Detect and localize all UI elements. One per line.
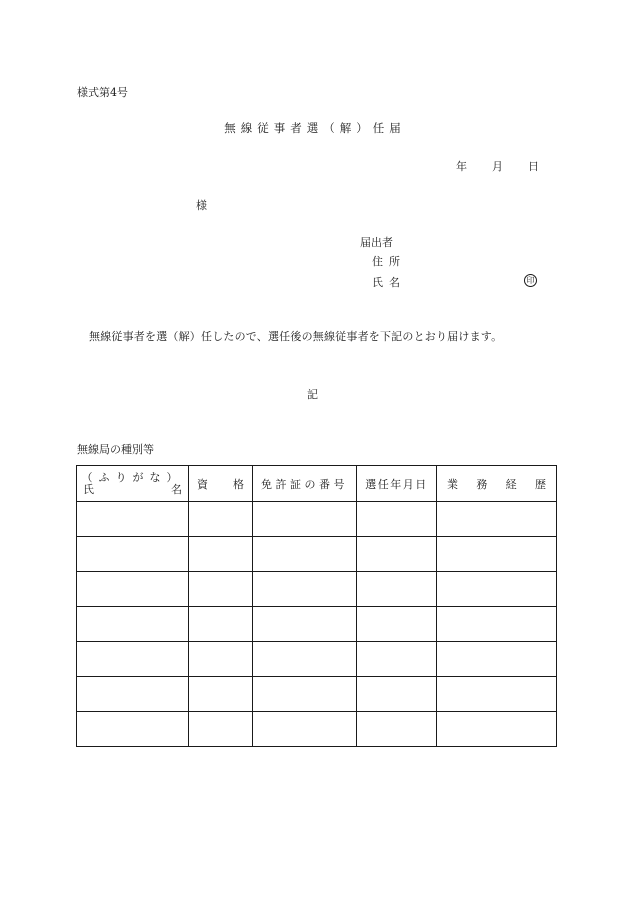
cell-name (77, 572, 189, 607)
date-line (456, 161, 540, 175)
header-qual-right: 格 (233, 477, 244, 491)
header-career-char: 業 (447, 477, 458, 491)
cell-license-number (253, 677, 357, 712)
table-row (77, 712, 557, 747)
header-furigana: （ふりがな） (81, 471, 184, 484)
notifier-label: 届出者 (360, 236, 393, 249)
table-row (77, 537, 557, 572)
cell-career (437, 677, 557, 712)
address-label: 住所 (372, 255, 406, 268)
document-title: 無線従事者選（解）任届 (224, 121, 406, 135)
header-name-left: 氏 (83, 483, 94, 496)
cell-appointment-date (357, 502, 437, 537)
date-day-label: 日 (528, 160, 539, 173)
cell-license-number (253, 572, 357, 607)
cell-name (77, 677, 189, 712)
header-appointment-date: 選任年月日 (357, 466, 437, 502)
name-label: 氏名 (372, 276, 406, 289)
table-header-row (77, 466, 557, 502)
cell-qualification (189, 642, 253, 677)
seal-mark: 印 (524, 274, 537, 287)
date-year-label: 年 (456, 160, 467, 173)
table-row (77, 642, 557, 677)
addressee-suffix: 様 (196, 199, 207, 212)
cell-career (437, 607, 557, 642)
cell-qualification (189, 572, 253, 607)
cell-license-number (253, 607, 357, 642)
table-row (77, 572, 557, 607)
header-qual-left: 資 (197, 477, 208, 491)
cell-license-number (253, 537, 357, 572)
station-type-label: 無線局の種別等 (77, 443, 154, 456)
cell-career (437, 537, 557, 572)
header-career-char: 務 (476, 477, 488, 491)
cell-license-number (253, 642, 357, 677)
header-license-number: 免許証の番号 (253, 466, 357, 502)
body-text: 無線従事者を選（解）任したので、選任後の無線従事者を下記のとおり届けます。 (89, 330, 503, 343)
cell-appointment-date (357, 712, 437, 747)
header-career (437, 466, 557, 502)
cell-appointment-date (357, 537, 437, 572)
header-career-char: 歴 (534, 477, 546, 491)
cell-license-number (253, 502, 357, 537)
form-number: 様式第4号 (77, 86, 128, 99)
cell-qualification (189, 537, 253, 572)
cell-qualification (189, 502, 253, 537)
operator-table (76, 465, 557, 747)
cell-qualification (189, 607, 253, 642)
cell-appointment-date (357, 677, 437, 712)
cell-career (437, 642, 557, 677)
cell-name (77, 537, 189, 572)
cell-license-number (253, 712, 357, 747)
cell-name (77, 712, 189, 747)
header-name (77, 466, 189, 502)
header-name-right: 名 (171, 483, 182, 496)
table-row (77, 607, 557, 642)
header-career-char: 経 (505, 477, 517, 491)
table-row (77, 677, 557, 712)
cell-qualification (189, 677, 253, 712)
cell-career (437, 572, 557, 607)
cell-career (437, 502, 557, 537)
cell-career (437, 712, 557, 747)
cell-name (77, 502, 189, 537)
cell-name (77, 607, 189, 642)
cell-appointment-date (357, 607, 437, 642)
cell-name (77, 642, 189, 677)
date-month-label: 月 (492, 160, 503, 173)
ki-heading: 記 (307, 388, 318, 401)
header-qualification (189, 466, 253, 502)
table-row (77, 502, 557, 537)
cell-qualification (189, 712, 253, 747)
cell-appointment-date (357, 642, 437, 677)
cell-appointment-date (357, 572, 437, 607)
